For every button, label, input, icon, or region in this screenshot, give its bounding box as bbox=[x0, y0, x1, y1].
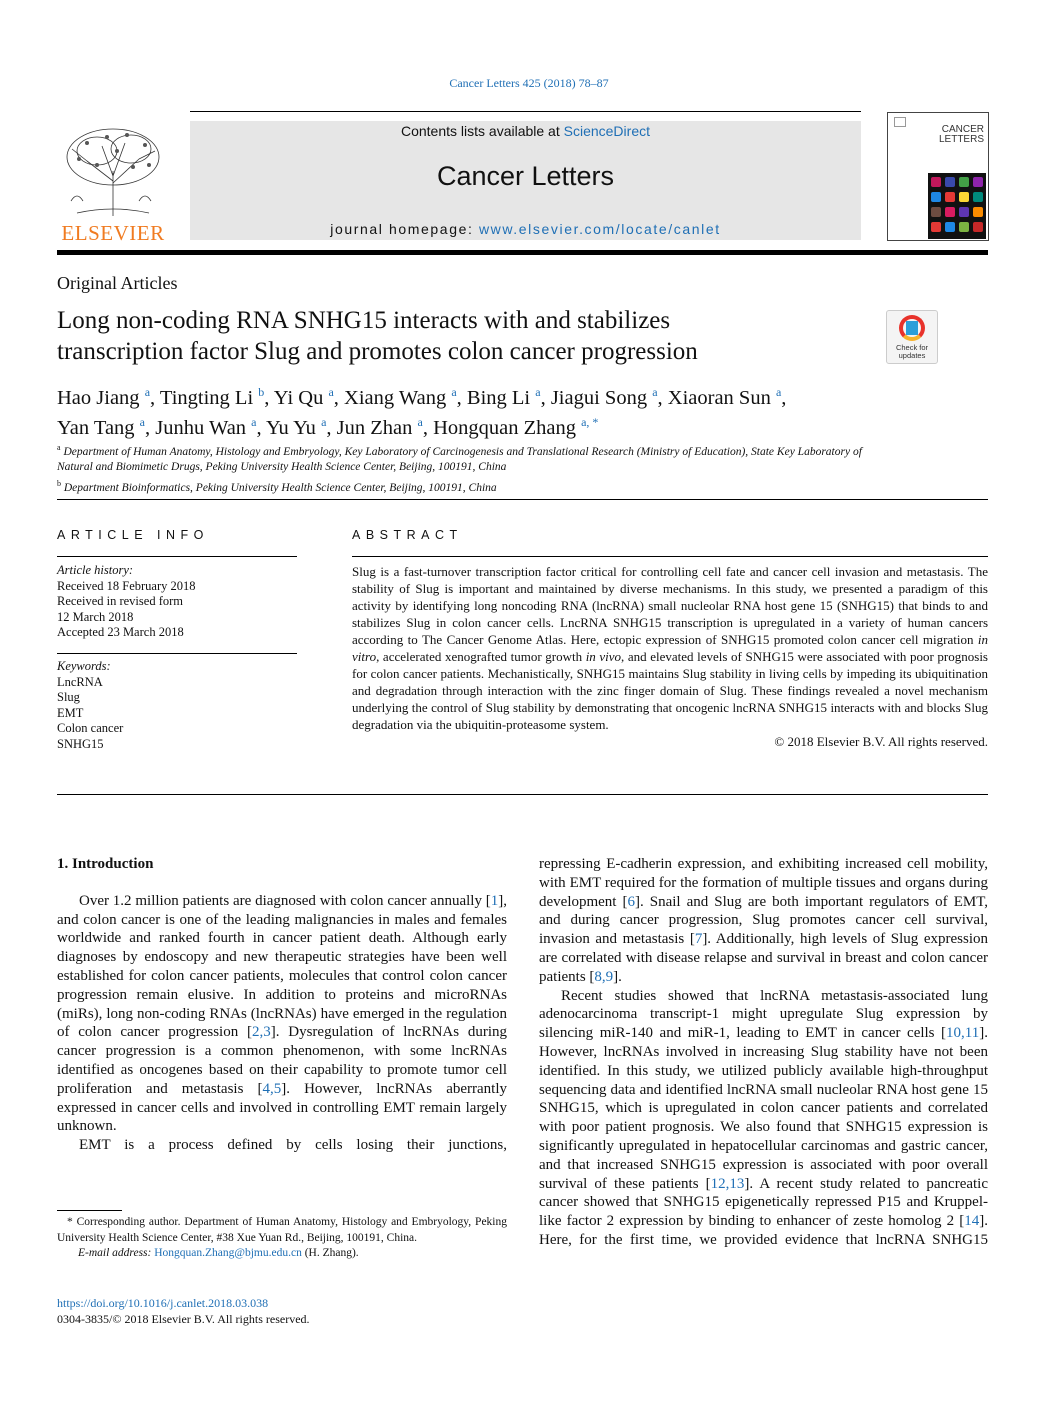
footnote-rule bbox=[57, 1210, 122, 1211]
cover-title bbox=[939, 125, 984, 145]
author-name: Jiagui Song bbox=[550, 386, 648, 409]
check-updates-line2: updates bbox=[898, 351, 926, 360]
reference-link[interactable]: 14 bbox=[964, 1213, 980, 1230]
keyword: EMT bbox=[57, 705, 84, 720]
affiliation-text: Department of Human Anatomy, Histology and Embryology, Key Laboratory of Carcinogenesis and Translational Research (Ministry of Education), State Key Laboratory of Natural and Biomimetic Drugs, Peking University Health Science Center, Beijing, 100191, China bbox=[57, 445, 862, 474]
paragraph bbox=[57, 892, 507, 1136]
author-separator: , bbox=[657, 386, 668, 409]
journal-citation[interactable]: Cancer Letters 425 (2018) 78–87 bbox=[449, 76, 609, 90]
affiliation-rule bbox=[57, 499, 988, 500]
cover-title-line2: LETTERS bbox=[938, 134, 984, 145]
author-affiliation-mark[interactable]: b bbox=[258, 385, 265, 399]
author-name: Hao Jiang bbox=[57, 386, 140, 409]
keywords bbox=[57, 659, 297, 752]
keyword: Slug bbox=[57, 690, 80, 704]
journal-name: Cancer Letters bbox=[436, 161, 615, 191]
author-name: Tingting Li bbox=[159, 386, 254, 409]
paragraph bbox=[539, 855, 988, 987]
author-affiliation-mark[interactable]: a bbox=[451, 385, 457, 399]
history-label: Article history: bbox=[57, 563, 134, 577]
author-separator: , bbox=[456, 386, 467, 409]
author[interactable] bbox=[344, 387, 457, 409]
check-updates-line1: Check for bbox=[895, 343, 929, 352]
body-right-column bbox=[539, 855, 988, 1250]
article-history bbox=[57, 563, 297, 641]
text-run: ]. Additionally, high levels of Slug expression are correlated with disease relapse and survival in breast and colon cancer patients [ bbox=[539, 931, 988, 985]
section-heading: 1. Introduction bbox=[57, 856, 154, 872]
text-run: ]. A recent study related to pancreatic cancer showed that SNHG15 epigenetically repressed P15 and Kruppel-like factor 2 expression by binding to enhancer of zeste homolog 2 [ bbox=[539, 1175, 989, 1230]
homepage-line bbox=[190, 221, 861, 237]
abstract-italic: in vivo bbox=[585, 649, 622, 664]
crossmark-flag-icon bbox=[906, 321, 918, 335]
reference-link[interactable]: 1 bbox=[490, 892, 499, 909]
keywords-rule bbox=[57, 653, 297, 654]
author-separator: , bbox=[333, 386, 345, 409]
text-run: ]. Dysregulation of lncRNAs during cancer progression is a common phenomenon, with some lncRNAs identified as oncogenes based on their capability to promote tumor cell proliferation and metastasis [ bbox=[57, 1024, 507, 1097]
author[interactable] bbox=[336, 414, 423, 439]
text-run: Over 1.2 million patients are diagnosed with colon cancer annually [ bbox=[79, 892, 491, 909]
abstract-text bbox=[352, 563, 988, 750]
author-name: Hongquan Zhang bbox=[433, 416, 576, 439]
author-name: Bing Li bbox=[466, 386, 531, 409]
article-section: Original Articles bbox=[57, 273, 178, 293]
keywords-label: Keywords: bbox=[57, 659, 111, 673]
article-info-rule bbox=[57, 556, 297, 557]
contents-line bbox=[190, 123, 861, 139]
author[interactable] bbox=[274, 387, 334, 409]
reference-link[interactable]: 12,13 bbox=[710, 1175, 745, 1192]
paragraph: EMT is a process defined by cells losing their junctions, bbox=[79, 1137, 507, 1154]
author[interactable] bbox=[467, 387, 541, 409]
reference-link[interactable]: 7 bbox=[694, 931, 703, 948]
text-run: Recent studies showed that lncRNA metastasis-associated lung adenocarcinoma transcript-1 might upregulate Slug expression by silencing miR-140 and miR-1, leading to EMT in cancer cells [ bbox=[539, 987, 988, 1042]
author-separator: , bbox=[326, 416, 337, 439]
abstract-italic: in vitro bbox=[352, 632, 988, 664]
author-affiliation-mark[interactable]: a bbox=[139, 414, 145, 429]
article-info-heading: ARTICLE INFO bbox=[57, 528, 209, 542]
author-separator: , bbox=[256, 416, 266, 439]
abstract-part: , accelerated xenografted tumor growth bbox=[376, 649, 586, 664]
text-run: ]. However, lncRNAs aberrantly expressed in cancer cells and involved in controlling EMT remain largely unknown. bbox=[57, 1080, 507, 1135]
cover-elsevier-icon bbox=[894, 117, 906, 127]
author[interactable] bbox=[57, 414, 145, 439]
affiliation-b bbox=[57, 476, 887, 496]
elsevier-logo bbox=[57, 121, 169, 245]
header-top-rule bbox=[190, 111, 861, 112]
author-separator: , bbox=[540, 386, 551, 409]
text-run: repressing E-cadherin expression, and exhibiting increased cell mobility, with EMT required for the formation of multiple tissues and organs during development [ bbox=[539, 856, 988, 910]
affiliations bbox=[57, 440, 887, 496]
email-link[interactable]: Hongquan.Zhang@bjmu.edu.cn bbox=[154, 1247, 302, 1259]
homepage-prefix: journal homepage: bbox=[330, 221, 479, 237]
author-name: Yi Qu bbox=[273, 386, 324, 409]
author-affiliation-mark[interactable]: a bbox=[417, 414, 423, 429]
keyword: SNHG15 bbox=[57, 736, 104, 751]
author-affiliation-mark[interactable]: a, * bbox=[581, 414, 599, 429]
abstract-bottom-rule bbox=[57, 794, 988, 795]
text-run: ]. However, lncRNAs involved in increasing Slug stability have not been identified. In this study, we utilized publicly available high-throughput sequencing data and identified lncRNA small nucleolar RNA host gene 15 SNHG15, which is upregulated in colon cancer patients and correlated with poor patient prognosis. We also found that SNHG15 expression is significantly upregulated in hepatocellular carcinomas and gastric cancer, and that increased SNHG15 expression is associated with poor overall survival of these patients [ bbox=[539, 1025, 988, 1192]
author-separator: , bbox=[264, 386, 274, 409]
journal-cover-thumbnail[interactable] bbox=[887, 112, 989, 241]
header-thick-rule bbox=[57, 250, 988, 255]
abstract-heading: ABSTRACT bbox=[352, 528, 463, 542]
author[interactable] bbox=[57, 387, 150, 409]
abstract-rule bbox=[352, 556, 988, 557]
author[interactable] bbox=[155, 414, 257, 439]
author[interactable] bbox=[433, 414, 599, 439]
reference-link[interactable]: 8,9 bbox=[594, 968, 614, 985]
text-run: ]. bbox=[613, 968, 622, 985]
history-item: 12 March 2018 bbox=[57, 609, 134, 624]
reference-link[interactable]: 10,11 bbox=[946, 1025, 980, 1042]
body-left-column bbox=[57, 855, 507, 1155]
article-title bbox=[57, 305, 857, 367]
affiliation-mark: a bbox=[57, 443, 61, 452]
author[interactable] bbox=[551, 387, 658, 409]
author-list bbox=[57, 380, 937, 440]
title-line-1: Long non-coding RNA SNHG15 interacts with and stabilizes bbox=[57, 307, 671, 334]
abstract-part: Slug is a fast-turnover transcription factor critical for controlling cell fate and cancer cell invasion and metastasis. The stability of Slug is important and maintained by diverse mechanisms. In this study, we presented a paradigm of this activity by identifying long noncoding RNA (lncRNA) small nucleolar RNA host gene 15 (SNHG15) that binds to and stabilizes Slug in colon cancer cells. LncRNA SNHG15 transcription is upregulated in a variety of human cancers according to The Cancer Genome Atlas. Here, ectopic expression of SNHG15 promoted colon cancer cell migration bbox=[352, 564, 988, 647]
author-name: Yan Tang bbox=[57, 416, 135, 439]
affiliation-mark: b bbox=[57, 478, 61, 488]
author[interactable] bbox=[266, 414, 327, 439]
reference-link[interactable]: 6 bbox=[627, 893, 635, 910]
author-name: Yu Yu bbox=[266, 416, 316, 439]
text-run: ]. Snail and Slug are both important regulators of EMT, and during cancer progression, Slug promotes cancer cell survival, invasion and metastasis [ bbox=[539, 893, 988, 948]
author-affiliation-mark[interactable]: a bbox=[251, 414, 257, 429]
author-name: Junhu Wan bbox=[155, 416, 247, 439]
cover-title-line1: CANCER bbox=[941, 124, 984, 135]
journal-banner bbox=[190, 121, 861, 240]
elsevier-tree-icon bbox=[57, 121, 169, 219]
reference-link[interactable]: 4,5 bbox=[262, 1080, 282, 1097]
history-item: Received 18 February 2018 bbox=[57, 578, 196, 593]
author-separator: , bbox=[150, 386, 160, 409]
abstract-copyright: © 2018 Elsevier B.V. All rights reserved. bbox=[774, 734, 988, 749]
check-updates-label bbox=[887, 344, 937, 360]
author[interactable] bbox=[160, 387, 264, 409]
author-separator: , bbox=[781, 386, 787, 409]
author-affiliation-mark[interactable]: a bbox=[328, 385, 334, 399]
doi-link[interactable]: https://doi.org/10.1016/j.canlet.2018.03.038 bbox=[57, 1296, 269, 1310]
email-suffix: (H. Zhang). bbox=[301, 1247, 359, 1259]
author-affiliation-mark[interactable]: a bbox=[321, 414, 327, 429]
text-run: ]. Here, for the first time, we provided evidence that lncRNA SNHG15 bbox=[539, 1213, 988, 1248]
sciencedirect-link[interactable]: ScienceDirect bbox=[563, 123, 650, 139]
issn-line: 0304-3835/© 2018 Elsevier B.V. All rights reserved. bbox=[57, 1311, 310, 1326]
author-name: Jun Zhan bbox=[336, 416, 413, 439]
footnote-email bbox=[57, 1246, 507, 1262]
author-name: Xiaoran Sun bbox=[667, 386, 771, 409]
check-for-updates-button[interactable] bbox=[886, 310, 938, 364]
author-affiliation-mark[interactable]: a bbox=[775, 385, 782, 399]
text-run: ], and colon cancer is one of the leading malignancies in males and females worldwide and ranked fourth in cancer patient death. Although early diagnoses by endoscopy and new therapeutic strategies have been well established for colon cancer patients, molecules that control colon cancer progression remain elusive. In addition to proteins and microRNAs (miRs), long non-coding RNAs (lncRNAs) have emerged in the regulation of colon cancer progression [ bbox=[57, 892, 507, 1041]
corresponding-footnote bbox=[57, 1215, 507, 1262]
author[interactable] bbox=[668, 387, 782, 409]
email-label: E-mail address: bbox=[78, 1247, 155, 1259]
author-affiliation-mark[interactable]: a bbox=[652, 385, 658, 399]
title-line-2: transcription factor Slug and promotes colon cancer progression bbox=[57, 338, 698, 365]
doi-block bbox=[57, 1296, 310, 1327]
author-line-2 bbox=[57, 410, 937, 440]
reference-link[interactable]: 2,3 bbox=[251, 1024, 271, 1041]
affiliation-text: Department Bioinformatics, Peking University Health Science Center, Beijing, 100191, China bbox=[63, 481, 497, 494]
author-separator: , bbox=[422, 416, 434, 439]
author-affiliation-mark[interactable]: a bbox=[144, 385, 151, 399]
author-affiliation-mark[interactable]: a bbox=[535, 385, 541, 399]
keyword: LncRNA bbox=[57, 674, 103, 689]
contents-prefix: Contents lists available at bbox=[400, 123, 564, 139]
homepage-link[interactable]: www.elsevier.com/locate/canlet bbox=[478, 221, 721, 237]
affiliation-a bbox=[57, 440, 887, 476]
elsevier-wordmark: ELSEVIER bbox=[61, 221, 165, 245]
cover-image-grid bbox=[928, 173, 986, 239]
paragraph bbox=[539, 987, 988, 1250]
author-line-1 bbox=[57, 380, 937, 410]
footnote-text: * Corresponding author. Department of Human Anatomy, Histology and Embryology, Peking University Health Science Center, #38 Xue Yuan Rd., Beijing, 100191, China. bbox=[57, 1216, 507, 1244]
keyword: Colon cancer bbox=[57, 721, 124, 735]
history-item: Accepted 23 March 2018 bbox=[57, 625, 184, 639]
abstract-part: , and elevated levels of SNHG15 were associated with poor prognosis for colon cancer patients. Mechanistically, SNHG15 maintains Slug stability in living cells by impeding its ubiquitination and degradation through interaction with the zinc finger domain of Slug. These findings revealed a novel mechanism underlying the control of Slug stability by demonstrating that oncogenic lncRNA SNHG15 interacts with and blocks Slug degradation via the ubiquitin-proteasome system. bbox=[352, 649, 988, 732]
history-item: Received in revised form bbox=[57, 594, 183, 608]
author-name: Xiang Wang bbox=[344, 386, 447, 409]
author-separator: , bbox=[145, 416, 156, 439]
